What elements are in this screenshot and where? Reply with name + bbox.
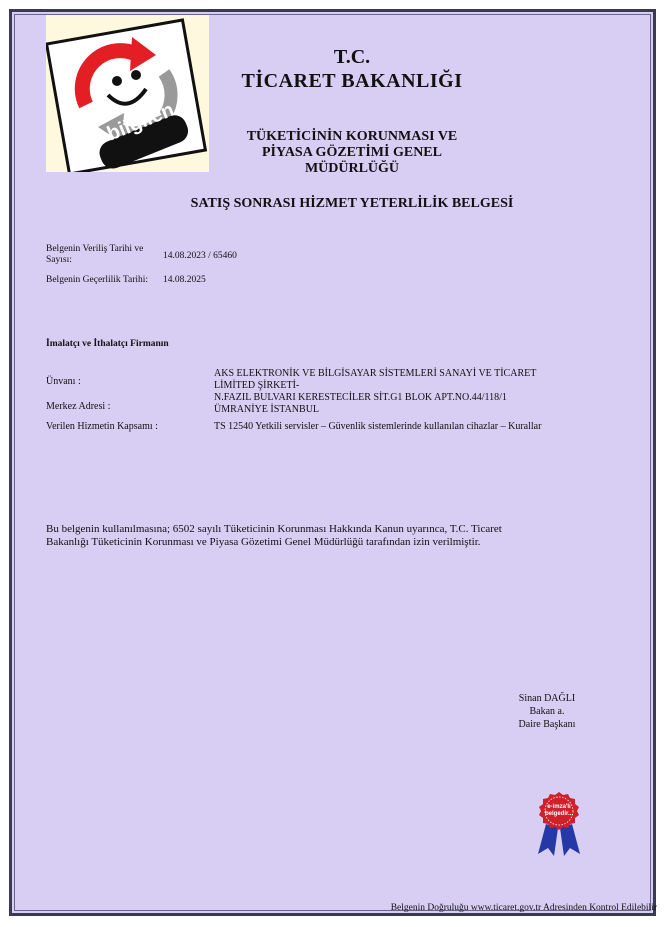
firm-address-line-2: ÜMRANİYE İSTANBUL (214, 404, 320, 415)
signatory-name: Sinan DAĞLI (518, 693, 576, 704)
firm-title-line-2: LİMİTED ŞİRKETİ- (214, 380, 300, 391)
logo-text: bilgilen (104, 98, 178, 146)
firm-title-label: Ünvanı : (46, 376, 81, 387)
bilgilen-smiley-logo-icon (46, 15, 209, 172)
validity-value: 14.08.2025 (163, 275, 206, 285)
seal-text-line-1: e-imza'lı (547, 804, 571, 810)
firm-address-line-1: N.FAZIL BULVARI KERESTECİLER SİT.G1 BLOK APT.NO.44/118/1 (214, 392, 507, 403)
e-imza-seal-icon (534, 790, 584, 858)
signatory-line-2: Bakan a. (529, 706, 565, 717)
directorate-line-2: PİYASA GÖZETİMİ GENEL (262, 145, 442, 160)
issue-label-line-1: Belgenin Veriliş Tarihi ve (46, 244, 144, 254)
header-ministry: TİCARET BAKANLIĞI (241, 70, 463, 92)
firm-address-label: Merkez Adresi : (46, 401, 111, 412)
issue-label-line-2: Sayısı: (46, 255, 72, 265)
firm-title-line-1: AKS ELEKTRONİK VE BİLGİSAYAR SİSTEMLERİ SANAYİ VE TİCARET (214, 368, 537, 379)
header-directorate (212, 129, 492, 177)
permission-statement (46, 523, 626, 549)
seal-text-line-2: belgedir... (544, 811, 573, 817)
certificate-page (9, 9, 656, 916)
header-tc: T.C. (333, 46, 371, 68)
signature-block (482, 692, 612, 731)
service-scope-value: TS 12540 Yetkili servisler – Güvenlik sistemlerinde kullanılan cihazlar – Kurallar (214, 421, 542, 432)
firm-heading: İmalatçı ve İthalatçı Firmanın (46, 339, 169, 349)
bilgilen-logo (46, 15, 209, 172)
certificate-title: SATIŞ SONRASI HİZMET YETERLİLİK BELGESİ (190, 196, 514, 211)
verification-footer: Belgenin Doğruluğu www.ticaret.gov.tr Adresinden Kontrol Edilebilir (390, 903, 657, 913)
e-signature-seal (534, 790, 584, 858)
service-scope-label: Verilen Hizmetin Kapsamı : (46, 421, 158, 432)
validity-label: Belgenin Geçerlilik Tarihi: (46, 275, 149, 285)
issue-label (46, 244, 161, 266)
directorate-line-3: MÜDÜRLÜĞÜ (304, 161, 400, 176)
statement-line-2: Bakanlığı Tüketicinin Korunması ve Piyasa Gözetimi Genel Müdürlüğü tarafından izin verilmiştir. (46, 536, 481, 548)
firm-address-value (214, 392, 634, 416)
statement-line-1: Bu belgenin kullanılmasına; 6502 sayılı Tüketicinin Korunması Hakkında Kanun uyarınca, T.C. Ticaret (46, 523, 502, 535)
issue-value: 14.08.2023 / 65460 (163, 251, 237, 261)
firm-title-value (214, 368, 634, 392)
signatory-title: Daire Başkanı (518, 719, 576, 730)
directorate-line-1: TÜKETİCİNİN KORUNMASI VE (246, 129, 458, 144)
